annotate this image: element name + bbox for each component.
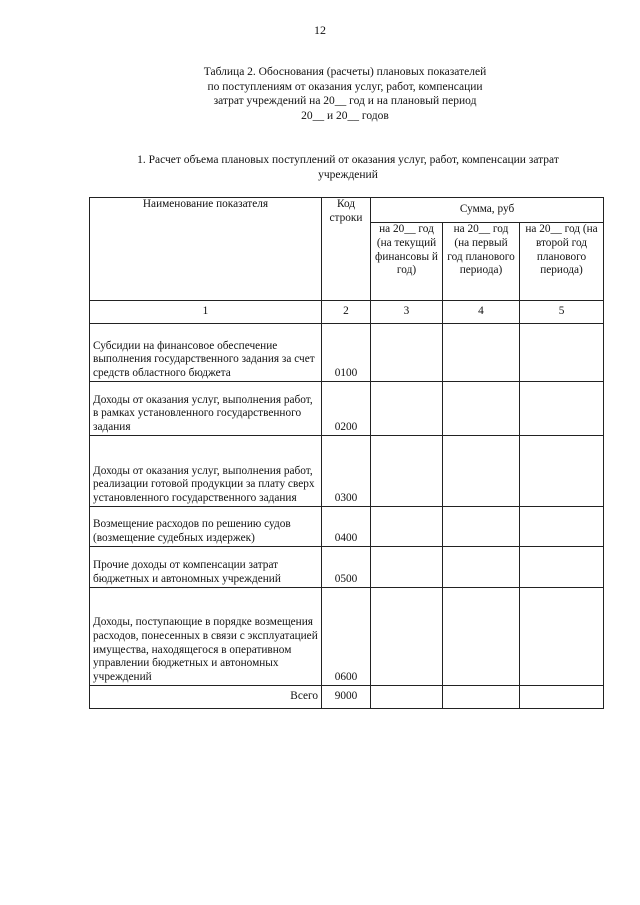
column-number: 4 [443,301,520,324]
table-row [90,324,604,382]
table-row [90,588,604,686]
revenue-table [89,197,604,709]
value-cell[interactable] [371,588,443,686]
value-cell[interactable] [520,588,604,686]
header-sum: Сумма, руб [371,198,604,223]
row-name: Доходы от оказания услуг, выполнения работ, реализации готовой продукции за плату сверх установленного государственного задания [90,436,322,507]
page-number: 12 [314,23,326,37]
value-cell[interactable] [443,324,520,382]
total-row [90,686,604,709]
table-row [90,547,604,588]
section-title-line: 1. Расчет объема плановых поступлений от оказания услуг, работ, компенсации затрат [137,154,559,166]
table-title [150,65,540,123]
value-cell[interactable] [443,382,520,436]
value-cell[interactable] [520,547,604,588]
header-year-first: на 20__ год (на первый год планового периода) [443,223,520,301]
column-number-row [90,301,604,324]
value-cell[interactable] [443,686,520,709]
value-cell[interactable] [443,588,520,686]
total-code: 9000 [322,686,371,709]
column-number: 5 [520,301,604,324]
value-cell[interactable] [371,436,443,507]
header-year-second: на 20__ год (на второй год планового периода) [520,223,604,301]
value-cell[interactable] [520,436,604,507]
value-cell[interactable] [443,436,520,507]
total-label: Всего [90,686,322,709]
value-cell[interactable] [371,324,443,382]
row-code: 0300 [322,436,371,507]
table-title-line: затрат учреждений на 20__ год и на плановый период [213,95,477,108]
row-name: Прочие доходы от компенсации затрат бюджетных и автономных учреждений [90,547,322,588]
row-code: 0600 [322,588,371,686]
table-row [90,436,604,507]
header-year-current: на 20__ год (на текущий финансовы й год) [371,223,443,301]
column-number: 1 [90,301,322,324]
section-title-line: учреждений [318,168,378,181]
table-title-line: 20__ и 20__ годов [301,109,389,122]
column-number: 2 [322,301,371,324]
value-cell[interactable] [520,324,604,382]
value-cell[interactable] [371,507,443,547]
column-number: 3 [371,301,443,324]
table-title-line: по поступлениям от оказания услуг, работ, компенсации [207,80,483,93]
value-cell[interactable] [371,382,443,436]
section-title [88,153,608,182]
header-code: Код строки [322,198,371,301]
header-name: Наименование показателя [90,198,322,301]
row-code: 0100 [322,324,371,382]
value-cell[interactable] [371,547,443,588]
value-cell[interactable] [520,382,604,436]
row-code: 0200 [322,382,371,436]
row-name: Доходы, поступающие в порядке возмещения расходов, понесенных в связи с эксплуатацией имущества, находящегося в оперативном управлении бюджетных и автономных учреждений [90,588,322,686]
row-name: Доходы от оказания услуг, выполнения работ, в рамках установленного государственного задания [90,382,322,436]
table-row [90,507,604,547]
row-code: 0500 [322,547,371,588]
table-title-line: Таблица 2. Обоснования (расчеты) плановых показателей [203,66,487,78]
row-name: Субсидии на финансовое обеспечение выполнения государственного задания за счет средств областного бюджета [90,324,322,382]
value-cell[interactable] [520,507,604,547]
value-cell[interactable] [520,686,604,709]
table-row [90,382,604,436]
value-cell[interactable] [371,686,443,709]
value-cell[interactable] [443,547,520,588]
value-cell[interactable] [443,507,520,547]
row-code: 0400 [322,507,371,547]
row-name: Возмещение расходов по решению судов (возмещение судебных издержек) [90,507,322,547]
